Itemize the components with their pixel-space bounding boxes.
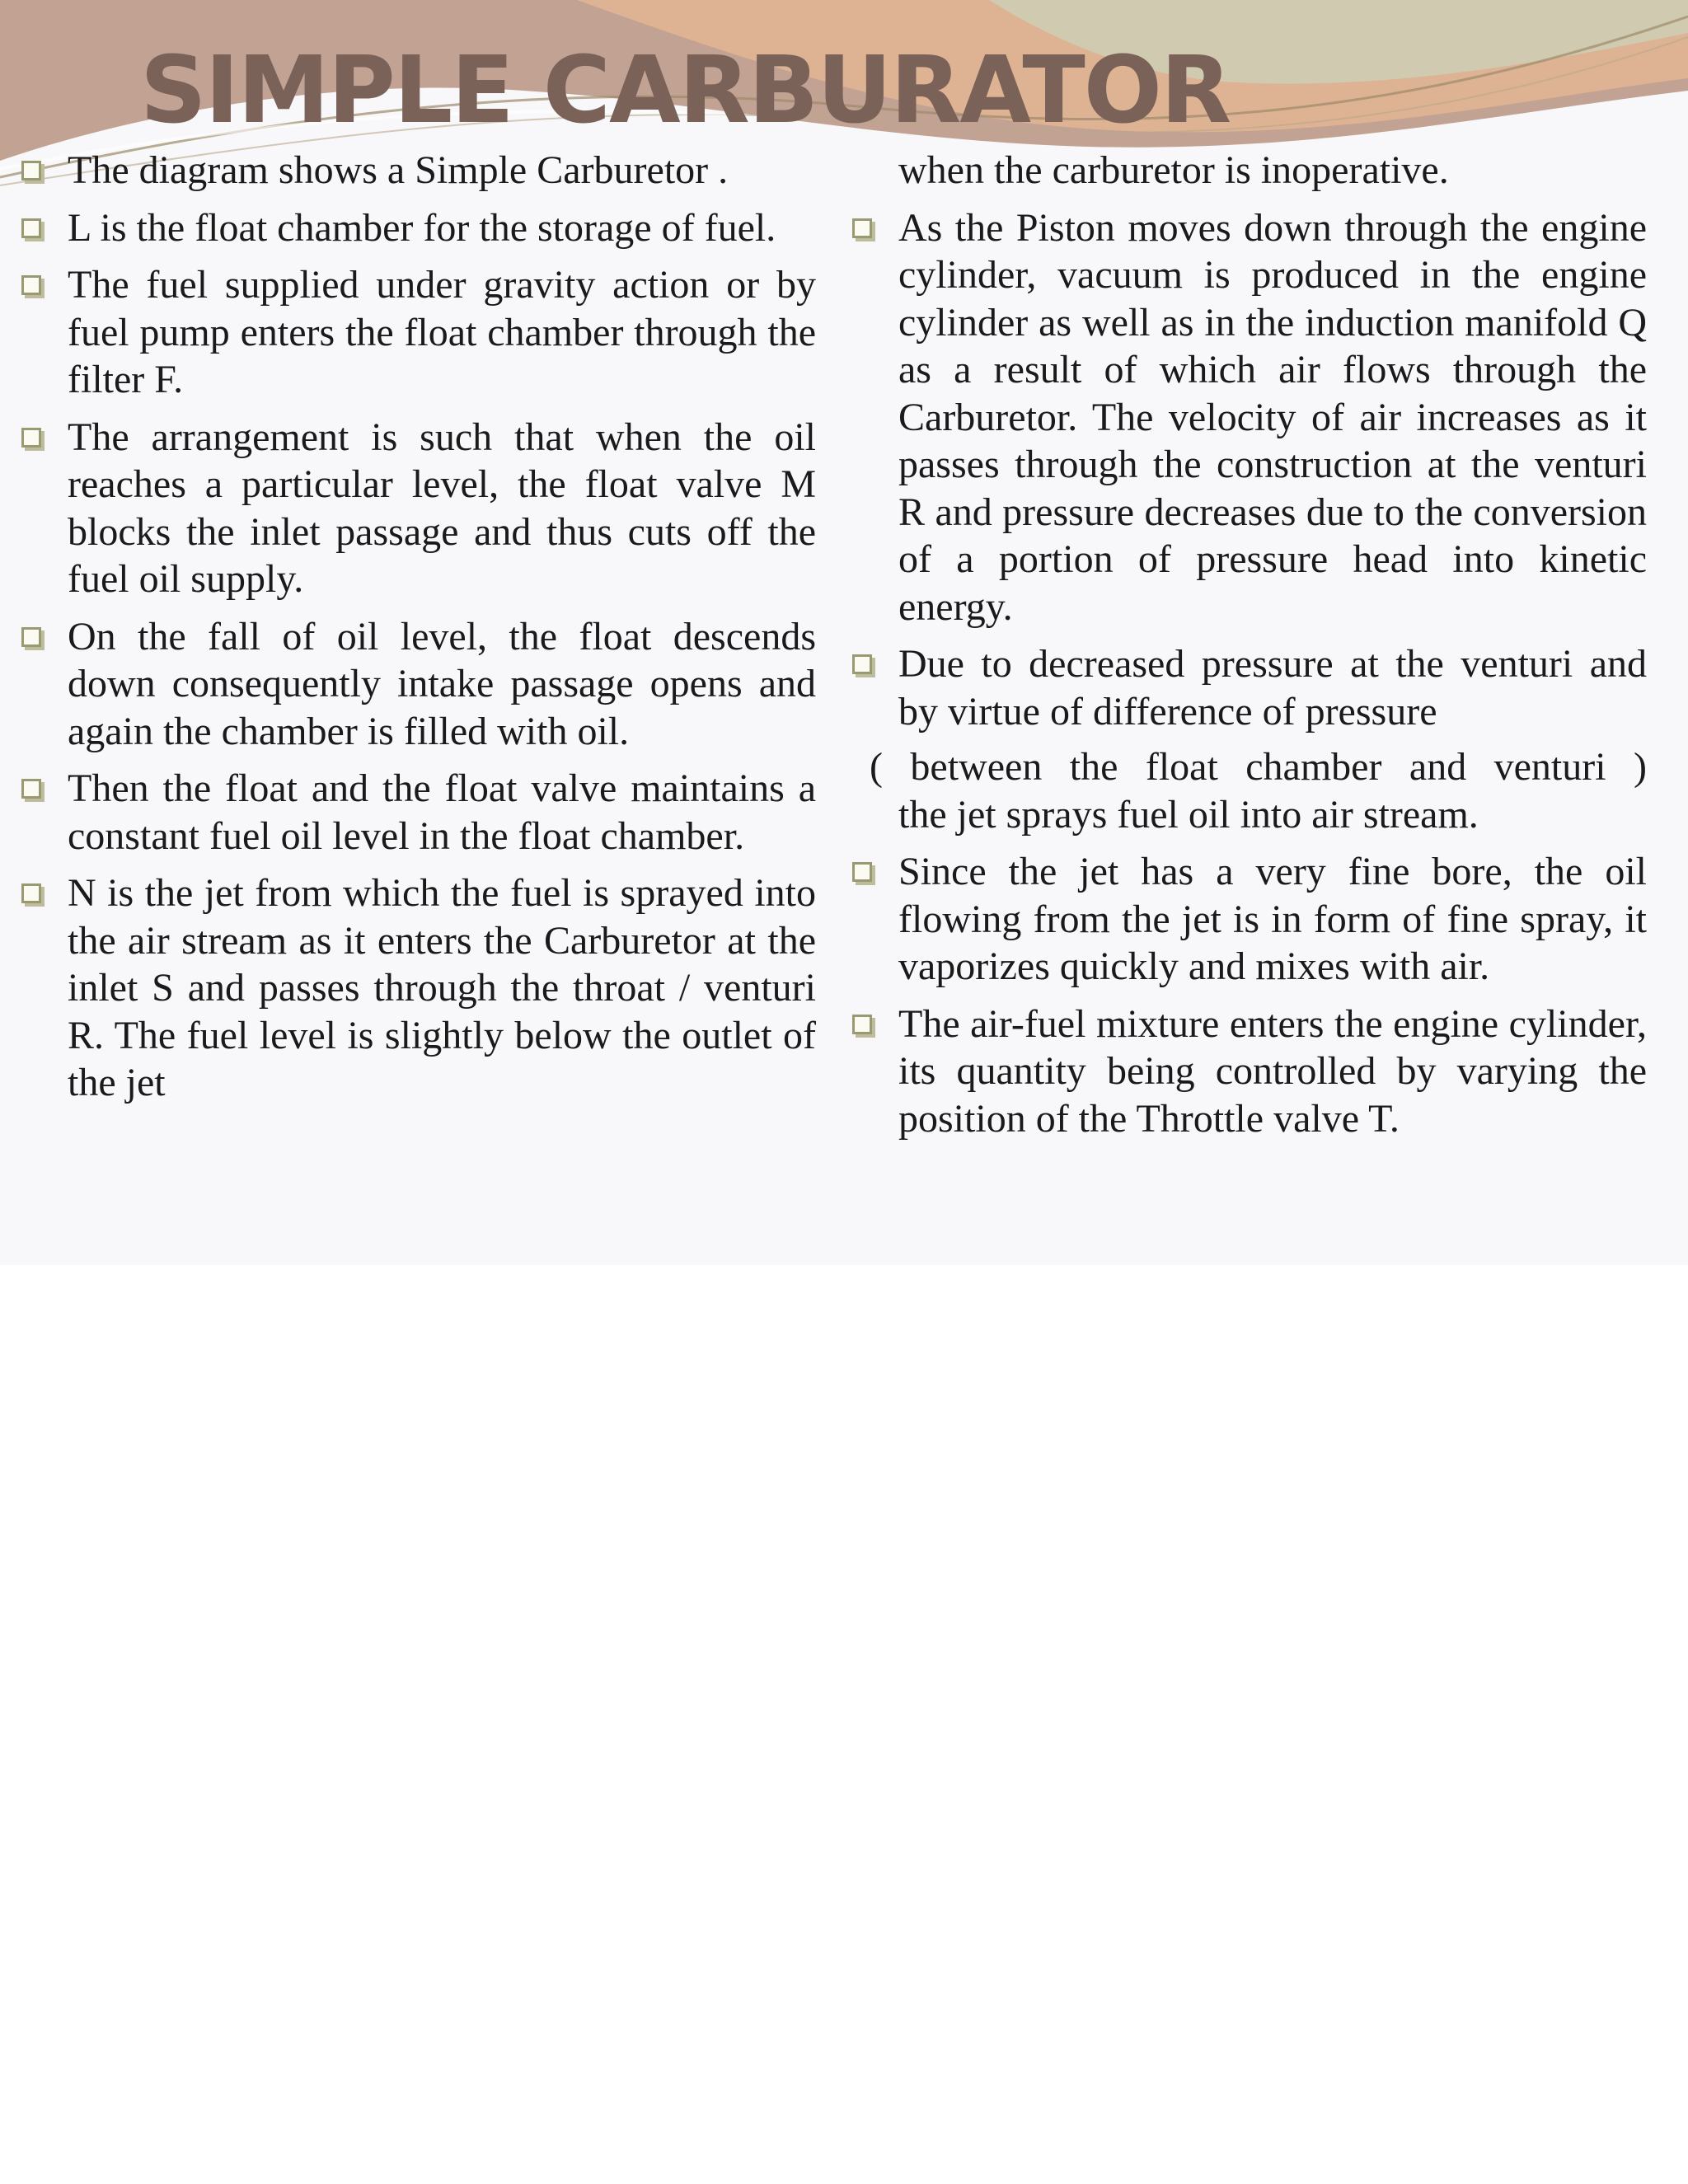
list-item	[68, 204, 816, 252]
square-bullet-icon	[21, 883, 41, 903]
list-item-text: On the fall of oil level, the float descends down consequently intake passage opens and again the chamber is filled with oil.	[68, 614, 816, 753]
square-bullet-icon	[852, 654, 872, 674]
list-item	[898, 848, 1647, 991]
list-item-parenthetical: ( between the float chamber and venturi )	[870, 745, 1647, 789]
list-item-text: Since the jet has a very fine bore, the oil flowing from the jet is in form of fine spray, it vaporizes quickly and mixes with air.	[898, 850, 1647, 988]
list-item	[68, 147, 816, 194]
list-item-text-rest: the jet sprays fuel oil into air stream.	[898, 792, 1479, 837]
list-item-text: L is the float chamber for the storage of fuel.	[68, 205, 776, 250]
square-bullet-icon	[21, 161, 41, 180]
list-item-text: The air-fuel mixture enters the engine cylinder, its quantity being controlled by varying the position of the Throttle valve T.	[898, 1001, 1647, 1141]
square-bullet-icon	[21, 779, 41, 799]
square-bullet-icon	[21, 218, 41, 238]
list-item-text: N is the jet from which the fuel is sprayed into the air stream as it enters the Carburetor at the inlet S and passes through the throat / venturi R. The fuel level is slightly below the outlet of the jet	[68, 871, 816, 1104]
square-bullet-icon	[21, 627, 41, 647]
list-item-text: Due to decreased pressure at the venturi and by virtue of difference of pressure	[898, 642, 1647, 733]
list-item	[68, 261, 816, 404]
square-bullet-icon	[852, 862, 872, 882]
right-column	[870, 147, 1647, 1152]
list-item-text: As the Piston moves down through the engine cylinder, vacuum is produced in the engine cylinder as well as in the induction manifold Q as a result of which air flows through the Carburetor. The velocity of air increases as it passes through the construction at the venturi R and pressure decreases due to the conversion of a portion of pressure head into kinetic energy.	[898, 205, 1647, 629]
list-item	[898, 640, 1647, 735]
list-item-text: Then the float and the float valve maintains a constant fuel oil level in the float chamber.	[68, 766, 816, 858]
square-bullet-icon	[21, 428, 41, 448]
list-item-text: The diagram shows a Simple Carburetor .	[68, 148, 729, 192]
square-bullet-icon	[852, 218, 872, 238]
list-item	[68, 869, 816, 1107]
list-item-text: The arrangement is such that when the oil reaches a particular level, the float valve M blocks the inlet passage and thus cuts off the fuel oil supply.	[68, 415, 816, 601]
list-item	[898, 204, 1647, 631]
list-item	[68, 613, 816, 756]
left-column	[68, 147, 816, 1117]
page-title: SIMPLE CARBURATOR	[140, 37, 1231, 144]
list-item-text: The fuel supplied under gravity action or by fuel pump enters the float chamber through the filter F.	[68, 263, 816, 401]
list-item	[68, 765, 816, 860]
square-bullet-icon	[852, 1015, 872, 1034]
square-bullet-icon	[21, 275, 41, 295]
list-item-continuation: when the carburetor is inoperative.	[898, 148, 1449, 192]
list-item	[68, 414, 816, 603]
list-item	[898, 1001, 1647, 1143]
